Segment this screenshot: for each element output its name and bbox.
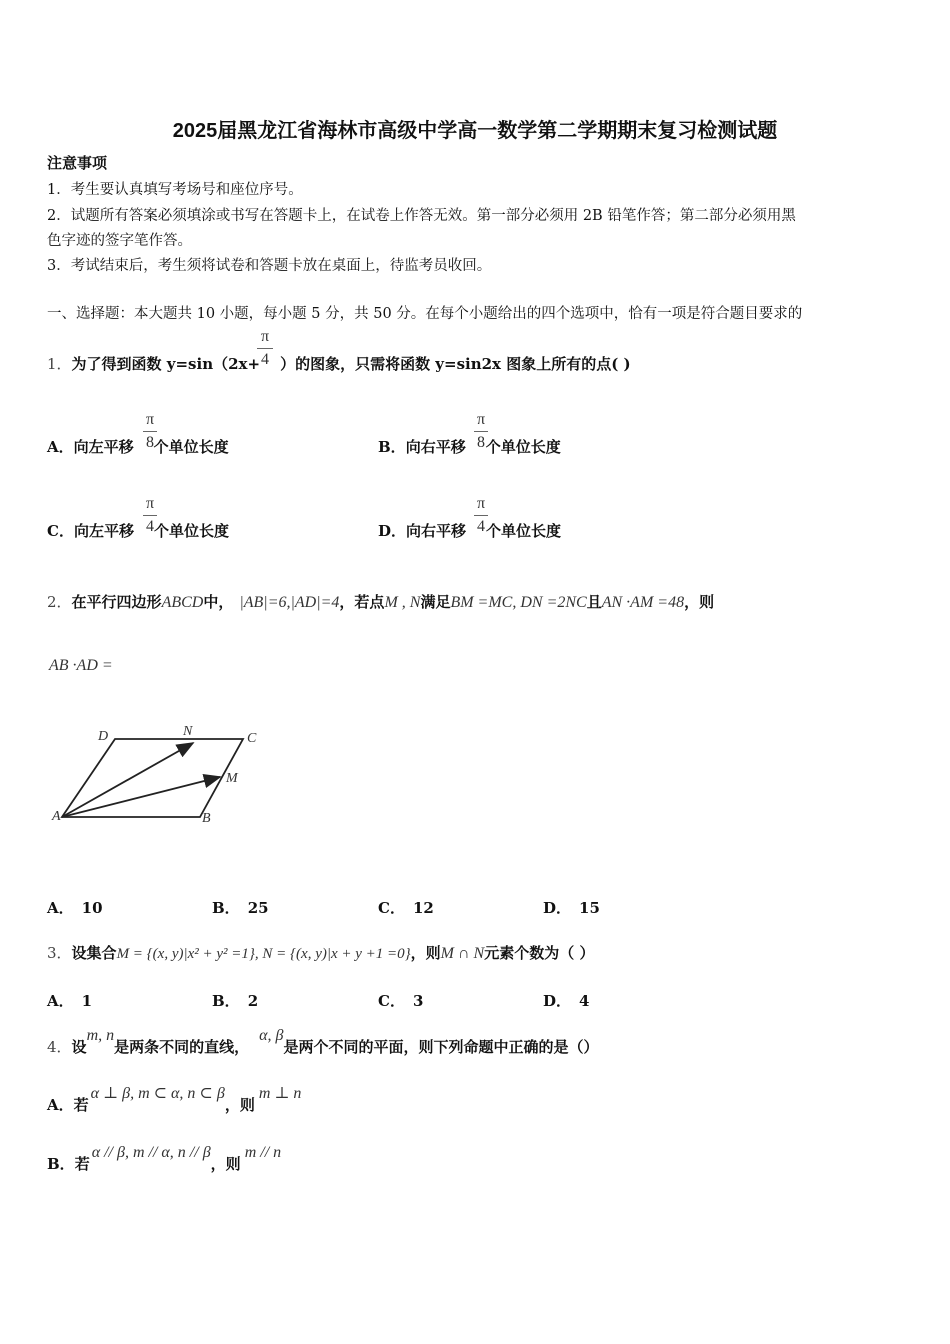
question-text: 为了得到函数 y=sin（2x+ <box>71 355 261 373</box>
option-text: 个单位长度 <box>153 438 229 456</box>
option-text: 若 <box>73 1096 89 1114</box>
option-text: ，则 <box>210 1155 241 1173</box>
option-label: C． <box>378 992 405 1010</box>
option-a[interactable] <box>47 897 103 918</box>
notice-item-2-cont: 色字迹的签字笔作答。 <box>47 233 192 249</box>
question-text: 是两个不同的平面，则下列命题中正确的是（） <box>283 1038 599 1056</box>
label-m: M <box>226 771 238 786</box>
option-text: 个单位长度 <box>486 522 562 540</box>
option-label: A． <box>47 899 74 917</box>
option-value: 25 <box>247 899 269 917</box>
option-b[interactable] <box>212 990 258 1011</box>
notice-item-3: 3．考试结束后，考生须将试卷和答题卡放在桌面上，待监考员收回。 <box>47 258 492 274</box>
fraction <box>257 328 273 369</box>
option-text: 个单位长度 <box>153 522 229 540</box>
section-heading: 一、选择题：本大题共 10 小题，每小题 5 分，共 50 分。在每个小题给出的四个选项中，恰有一项是符合题目要求的 <box>47 306 803 322</box>
fraction-denominator: 4 <box>477 518 485 535</box>
fraction <box>474 495 488 536</box>
option-value: 3 <box>412 992 424 1010</box>
option-value: 10 <box>81 899 103 917</box>
option-value: 4 <box>579 992 590 1010</box>
math-expression: AB ·AD = <box>49 657 113 674</box>
option-b[interactable] <box>47 1144 282 1174</box>
label-a: A <box>52 809 61 824</box>
question-text: 设集合 <box>71 944 117 962</box>
fraction <box>143 495 157 536</box>
option-c[interactable] <box>378 897 434 918</box>
option-label: B． <box>378 438 406 456</box>
math-expression: M = {(x, y)|x² + y² =1}, N = {(x, y)|x + y +1 =0} <box>116 946 411 962</box>
question-text: ）的图象，只需将函数 y=sin2x 图象上所有的点( ) <box>280 355 631 373</box>
math-expression: m, n <box>86 1027 115 1044</box>
option-label: A． <box>47 992 74 1010</box>
label-c: C <box>247 731 257 746</box>
option-label: B． <box>47 1155 75 1173</box>
option-label: D． <box>543 899 572 917</box>
vector-an <box>62 743 193 817</box>
question-text: 元素个数为（ ） <box>484 944 595 962</box>
question-number: 1． <box>47 355 72 373</box>
option-c[interactable] <box>378 990 423 1011</box>
option-label: D． <box>543 992 572 1010</box>
math-expression: α ⊥ β, m ⊂ α, n ⊂ β <box>90 1085 225 1102</box>
fraction-denominator: 4 <box>146 518 154 535</box>
math-expression: m // n <box>244 1144 282 1161</box>
parallelogram-figure <box>40 720 280 830</box>
option-text: 若 <box>74 1155 90 1173</box>
option-a[interactable] <box>47 1085 302 1115</box>
option-label: B． <box>212 899 240 917</box>
label-d: D <box>98 729 109 744</box>
question-text: 中， <box>203 593 234 611</box>
question-text: 满足 <box>420 593 451 611</box>
math-expression: m ⊥ n <box>258 1085 302 1102</box>
question-text: 是两条不同的直线， <box>114 1038 250 1056</box>
fraction-numerator: π <box>476 411 486 428</box>
fraction <box>143 411 157 452</box>
fraction-numerator: π <box>145 411 155 428</box>
math-expression: M ∩ N <box>440 945 485 962</box>
option-value: 15 <box>579 899 600 917</box>
option-label: C． <box>378 899 405 917</box>
math-expression: α, β <box>259 1027 284 1044</box>
option-label: B． <box>212 992 240 1010</box>
page-title: 2025届黑龙江省海林市高级中学高一数学第二学期期末复习检测试题 <box>172 120 778 142</box>
option-text: ，则 <box>224 1096 255 1114</box>
notice-item-1: 1．考生要认真填写考场号和座位序号。 <box>47 182 303 198</box>
label-n: N <box>183 724 193 739</box>
question-text: 且 <box>586 593 602 611</box>
question-text: ，则 <box>410 944 441 962</box>
math-expression: α // β, m // α, n // β <box>91 1144 211 1161</box>
math-expression: ABCD <box>161 594 204 611</box>
question-3 <box>47 942 594 963</box>
question-number: 2． <box>47 593 72 611</box>
label-b: B <box>202 811 211 826</box>
option-text: 向左平移 <box>73 438 134 456</box>
fraction-denominator: 8 <box>146 434 154 451</box>
fraction-numerator: π <box>260 328 270 345</box>
notice-heading: 注意事项 <box>47 154 108 172</box>
question-number: 4． <box>47 1038 72 1056</box>
question-number: 3． <box>47 944 72 962</box>
math-expression: |AB|=6,|AD|=4 <box>239 594 340 611</box>
math-expression: AN ·AM =48 <box>601 594 685 611</box>
fraction-numerator: π <box>145 495 155 512</box>
option-a[interactable] <box>47 990 92 1011</box>
question-2 <box>47 591 714 612</box>
question-text: 在平行四边形 <box>71 593 162 611</box>
option-label: C． <box>47 522 74 540</box>
option-a[interactable] <box>47 436 229 457</box>
question-1 <box>47 353 631 374</box>
option-d[interactable] <box>378 520 561 541</box>
option-value: 12 <box>412 899 434 917</box>
option-b[interactable] <box>378 436 561 457</box>
fraction-denominator: 4 <box>261 351 269 368</box>
option-label: D． <box>378 522 407 540</box>
option-value: 1 <box>81 992 93 1010</box>
math-expression: BM =MC, DN =2NC <box>450 594 587 611</box>
fraction-numerator: π <box>476 495 486 512</box>
option-value: 2 <box>247 992 259 1010</box>
question-text: ，若点 <box>339 593 385 611</box>
question-text: 设 <box>71 1038 87 1056</box>
fraction-denominator: 8 <box>477 434 485 451</box>
option-c[interactable] <box>47 520 229 541</box>
question-text: ，则 <box>684 593 715 611</box>
fraction <box>474 411 488 452</box>
option-b[interactable] <box>212 897 269 918</box>
option-text: 向右平移 <box>405 438 466 456</box>
math-expression: M , N <box>384 594 421 611</box>
option-d[interactable] <box>543 990 589 1011</box>
option-d[interactable] <box>543 897 600 918</box>
option-label: A． <box>47 1096 74 1114</box>
option-text: 向右平移 <box>406 522 467 540</box>
option-text: 个单位长度 <box>485 438 561 456</box>
notice-item-2: 2．试题所有答案必须填涂或书写在答题卡上，在试卷上作答无效。第一部分必须用 2B 铅笔作答；第二部分必须用黑 <box>47 208 796 224</box>
option-label: A． <box>47 438 74 456</box>
option-text: 向左平移 <box>73 522 134 540</box>
question-4 <box>47 1027 599 1057</box>
